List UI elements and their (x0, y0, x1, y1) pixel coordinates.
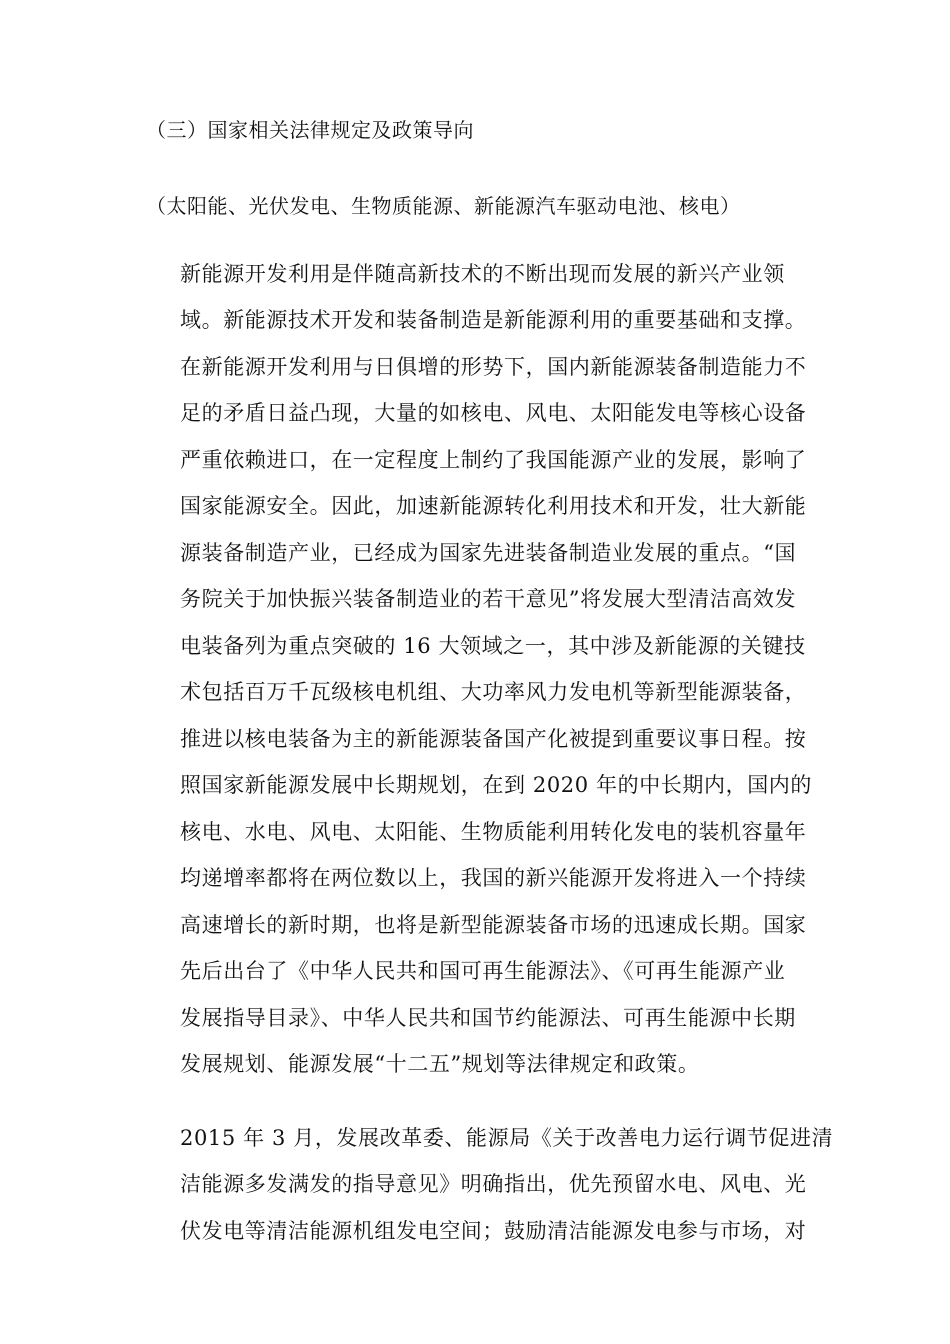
paragraph1-line: 先后出台了《中华人民共和国可再生能源法》、《可再生能源产业 (180, 959, 786, 983)
paragraph2-line: 伏发电等清洁能源机组发电空间；鼓励清洁能源发电参与市场，对 (180, 1219, 807, 1243)
paragraph1-line: 在新能源开发利用与日俱增的形势下，国内新能源装备制造能力不 (180, 355, 807, 379)
paragraph1-line: 高速增长的新时期，也将是新型能源装备市场的迅速成长期。国家 (180, 913, 807, 937)
paragraph1-line: 电装备列为重点突破的 16 大领域之一，其中涉及新能源的关键技 (180, 634, 806, 658)
paragraph1-line: 国家能源安全。因此，加速新能源转化利用技术和开发，壮大新能 (180, 494, 807, 518)
paragraph1-line: 源装备制造产业，已经成为国家先进装备制造业发展的重点。“国 (180, 541, 797, 565)
paragraph1-line: 照国家新能源发展中长期规划，在到 2020 年的中长期内，国内的 (180, 773, 812, 797)
section-heading: （三）国家相关法律规定及政策导向 (146, 118, 474, 142)
paragraph1-line: 核电、水电、风电、太阳能、生物质能利用转化发电的装机容量年 (180, 820, 807, 844)
paragraph1-line: 发展指导目录》、中华人民共和国节约能源法、可再生能源中长期 (180, 1006, 796, 1030)
paragraph1-line: 域。新能源技术开发和装备制造是新能源利用的重要基础和支撑。 (180, 308, 807, 332)
paragraph1-line: 严重依赖进口，在一定程度上制约了我国能源产业的发展，影响了 (180, 448, 807, 472)
paragraph2-line: 洁能源多发满发的指导意见》明确指出，优先预留水电、风电、光 (180, 1172, 807, 1196)
topics-line: （太阳能、光伏发电、生物质能源、新能源汽车驱动电池、核电） (146, 194, 741, 218)
paragraph2-line: 2015 年 3 月，发展改革委、能源局《关于改善电力运行调节促进清 (180, 1126, 834, 1150)
paragraph1-line: 术包括百万千瓦级核电机组、大功率风力发电机等新型能源装备， (180, 680, 807, 704)
paragraph1-line: 推进以核电装备为主的新能源装备国产化被提到重要议事日程。按 (180, 727, 807, 751)
paragraph1-line: 新能源开发利用是伴随高新技术的不断出现而发展的新兴产业领 (180, 262, 785, 286)
paragraph1-line: 均递增率都将在两位数以上，我国的新兴能源开发将进入一个持续 (180, 866, 807, 890)
paragraph1-line: 务院关于加快振兴装备制造业的若干意见”将发展大型清洁高效发 (180, 587, 797, 611)
paragraph1-line: 足的矛盾日益凸现，大量的如核电、风电、太阳能发电等核心设备 (180, 401, 807, 425)
paragraph1-line: 发展规划、能源发展“十二五”规划等法律规定和政策。 (180, 1052, 700, 1076)
